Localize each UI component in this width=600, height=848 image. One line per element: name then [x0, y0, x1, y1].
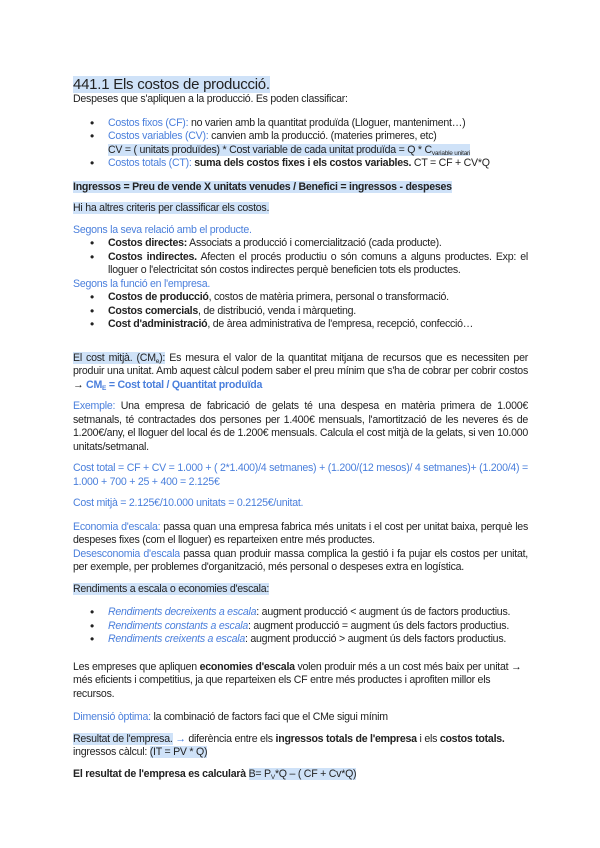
list-item: • Costos indirectes. Afecten el procés productiu o són comuns a alguns productes. Exp: el lloguer o l'electricitat són costos indirectes perquè beneficien tots els productes. [108, 251, 528, 278]
cost-mitja-result: Cost mitjà = 2.125€/10.000 unitats = 0.2125€/unitat. [73, 497, 304, 509]
list-item: • Costos comercials, de distribució, venda i màrqueting. [108, 305, 528, 319]
empreses-paragraph: Les empreses que apliquen economies d'escala volen produir més a un cost més baix per unitat → més eficients i competitius, ja que reparteixen els CF entre més productes i aprofiten millor els recursos. [73, 660, 522, 700]
list-item: • Costos de producció, costos de matèria primera, personal o transformació. [108, 291, 528, 305]
list-item: • Costos directes: Associats a producció i comercialització (cada producte). [108, 237, 528, 251]
list-item: • Costos totals (CT): suma dels costos fixes i els costos variables. CT = CF + CV*Q [108, 157, 528, 171]
economia-paragraph: Economia d'escala: passa quan una empresa fabrica més unitats i el cost per unitat baixa, perquè les despeses fixes (com el lloguer) es reparteixen entre més productes. [73, 520, 528, 546]
section-title: 441.1 Els costos de producció. [73, 76, 270, 93]
list-item: • Rendiments decreixents a escala: augment producció < augment ús de factors productius. [108, 606, 528, 620]
intro-text: Despeses que s'apliquen a la producció. Es poden classificar: [73, 93, 348, 105]
cost-mitja-paragraph: El cost mitjà. $(CM_e)$: Es mesura el valor de la quantitat mitjana de recursos que es necessiten per produir una unitat. Amb aquest càlcul podem saber el preu mínim que s'ha de cobrar per cobrir costos → $CM_E$ = Cost total / Quantitat produïda [73, 351, 528, 392]
funcio-heading: Segons la funció en l'empresa. [73, 277, 211, 290]
rendiments-heading: Rendiments a escala o economies d'escala: [73, 582, 270, 595]
list-item: • Rendiments creixents a escala: augment producció > augment ús dels factors productius. [108, 633, 528, 647]
funcio-list [73, 291, 528, 332]
list-item: • Rendiments constants a escala: augment producció = augment ús dels factors productius. [108, 620, 528, 634]
ingressos-formula: Ingressos = Preu de vende X unitats venudes / Benefici = ingressos - despeses [73, 180, 452, 193]
deseconomia-paragraph: Desesconomia d'escala passa quan produir massa complica la gestió i fa pujar els costos per unitat, per exemple, per problemes d'organització, més personal o despeses extra en logística. [73, 547, 528, 573]
relacio-heading: Segons la seva relació amb el producte. [73, 223, 252, 236]
dimensio-paragraph: Dimensió òptima: la combinació de factors faci que el CMe sigui mínim [73, 711, 388, 723]
rendiments-list [73, 606, 528, 647]
costs-list [73, 117, 528, 171]
cost-total-calc: Cost total = CF + CV = 1.000 + ( 2*1.400)/4 setmanes) + (1.200/(12 mesos)/ 4 setmanes)+ (1.200/4) = 1.000 + 700 + 25 + 400 = 2.125€ [73, 462, 528, 488]
altres-criteris: Hi ha altres criteris per classificar els costos. [73, 202, 270, 214]
resultat-paragraph: Resultat de l'empresa. → diferència entre els ingressos totals de l'empresa i els costos totals. ingressos càlcul: (IT = PV * Q) [73, 732, 505, 758]
relacio-list [73, 237, 528, 278]
calcul-paragraph: El resultat de l'empresa es calcularà $B= P_V*Q$ – ( CF + Cv*Q) [73, 767, 357, 781]
list-item: • Cost d'administració, de àrea administrativa de l'empresa, recepció, confecció… [108, 318, 528, 332]
exemple-paragraph: Exemple: Una empresa de fabricació de gelats té una despesa en matèria primera de 1.000€ setmanals, té contractades dos persones per 1.400€ mensuals, l'amortització de les neveres és de 1.200€/any, el lloguer del local és de 1.200€ mensuals. Calcula el cost mitjà de la gelats, si ven 10.000 unitats/setmanal. [73, 400, 528, 453]
cv-formula: CV = ( unitats produïdes) * Cost variable de cada unitat produïda = Q * $C_{variable unitari}$ [108, 143, 471, 157]
list-item: • Costos fixos (CF): no varien amb la quantitat produïda (Lloguer, manteniment…) [108, 117, 528, 131]
list-item: • Costos variables (CV): canvien amb la producció. (materies primeres, etc) [108, 130, 528, 144]
